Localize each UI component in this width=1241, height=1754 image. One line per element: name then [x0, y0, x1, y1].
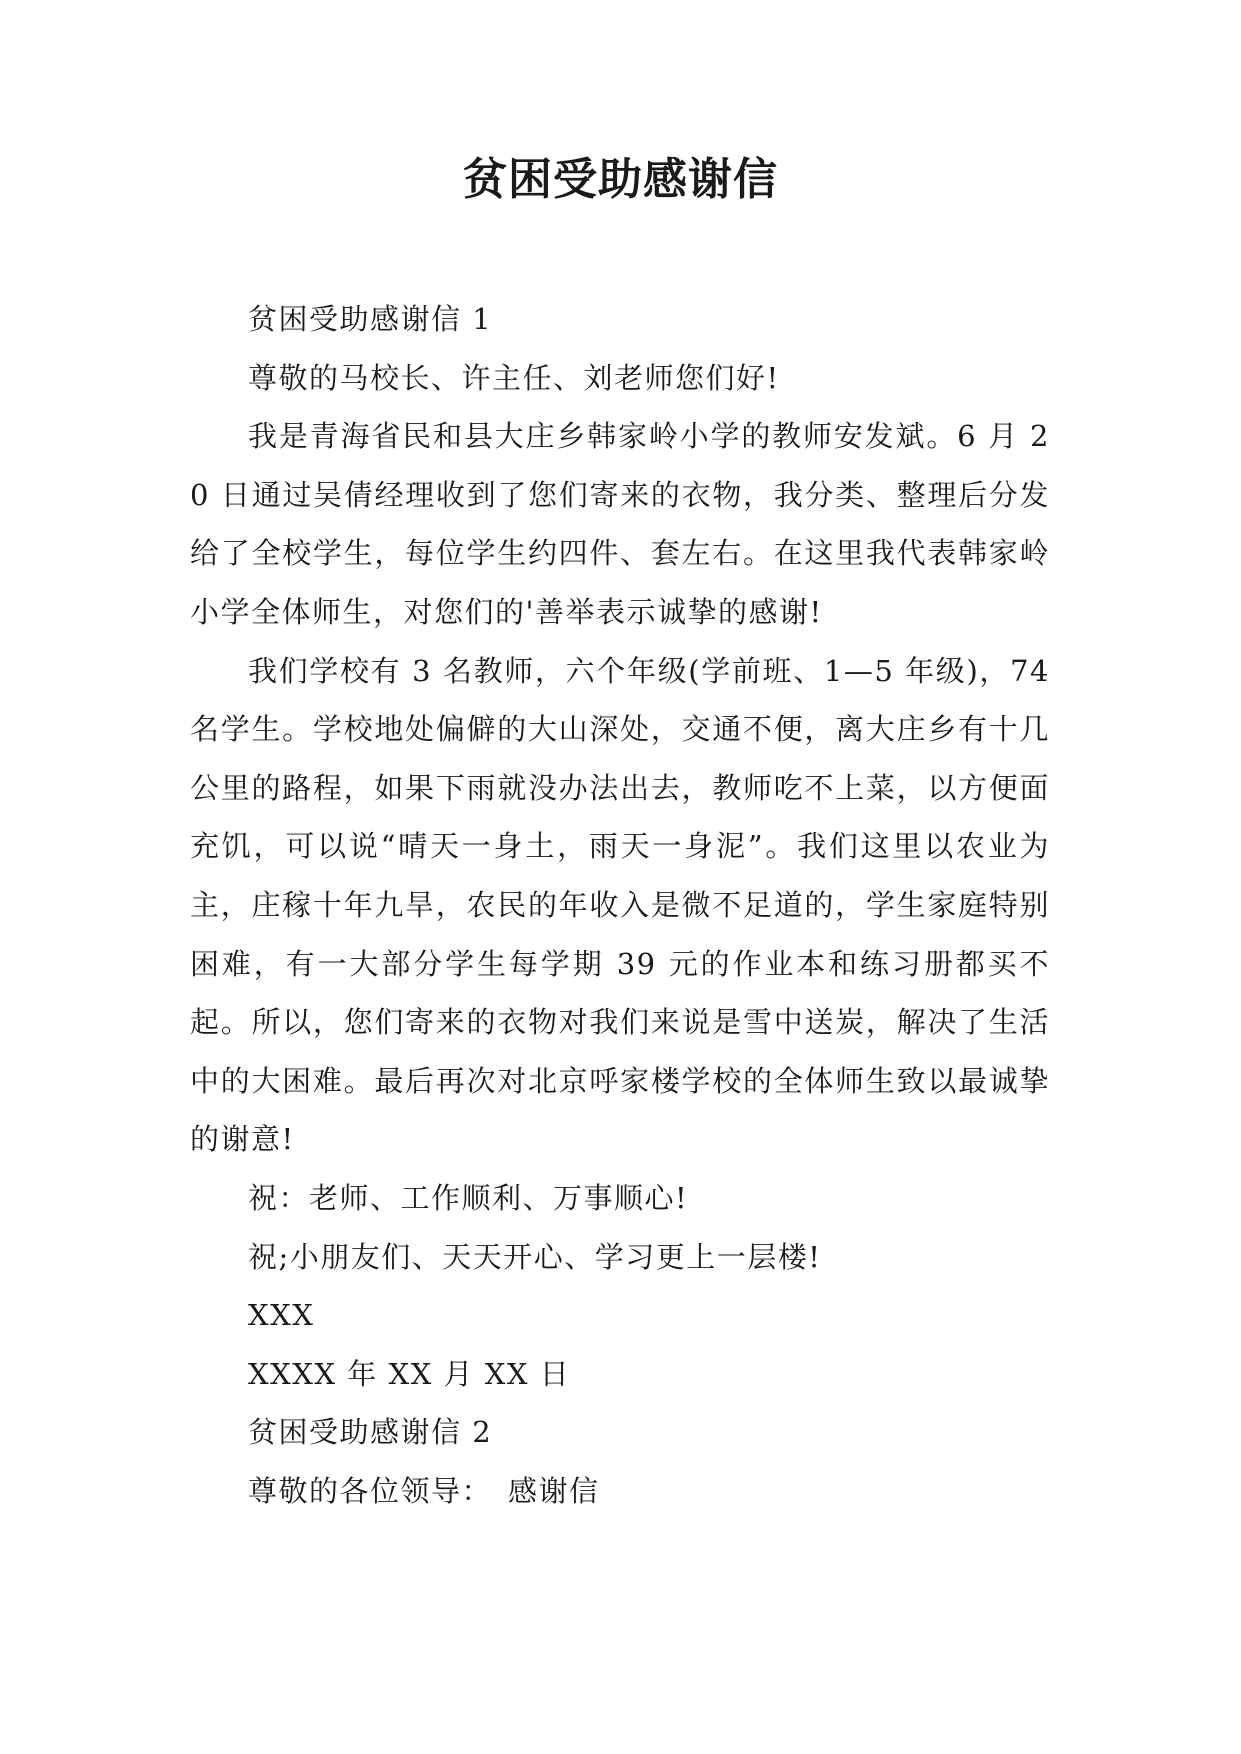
letter-salutation-2: 尊敬的各位领导： 感谢信 [248, 1473, 600, 1508]
letter-paragraph: 我是青海省民和县大庄乡韩家岭小学的教师安发斌。6 月 20 日通过吴倩经理收到了您们寄来的衣物，我分类、整理后分发给了全校学生，每位学生约四件、套左右。在这里我代表韩家岭小学全体师生，对您们的'善举表示诚挚的感谢! [190, 419, 1050, 629]
letter-heading-2: 贫困受助感谢信 2 [248, 1415, 493, 1450]
letter-salutation: 尊敬的马校长、许主任、刘老师您们好! [248, 360, 780, 395]
letter-body [190, 290, 1050, 1520]
document-title: 贫困受助感谢信 [463, 154, 778, 205]
letter-heading-1: 贫困受助感谢信 1 [248, 302, 493, 336]
letter-date: XXXX 年 XX 月 XX 日 [248, 1356, 571, 1391]
letter-wish-students: 祝;小朋友们、天天开心、学习更上一层楼! [248, 1239, 822, 1274]
letter-signature: XXX [248, 1298, 315, 1333]
letter-wish-teachers: 祝：老师、工作顺利、万事顺心! [248, 1180, 689, 1215]
letter-paragraph: 我们学校有 3 名教师，六个年级(学前班、1—5 年级)，74 名学生。学校地处偏僻的大山深处，交通不便，离大庄乡有十几公里的路程，如果下雨就没办法出去，教师吃不上菜，以方便面充饥，可以说“晴天一身土，雨天一身泥”。我们这里以农业为主，庄稼十年九旱，农民的年收入是微不足道的，学生家庭特别困难，有一大部分学生每学期 39 元的作业本和练习册都买不起。所以，您们寄来的衣物对我们来说是雪中送炭，解决了生活中的大困难。最后再次对北京呼家楼学校的全体师生致以最诚挚的谢意! [190, 653, 1050, 1157]
